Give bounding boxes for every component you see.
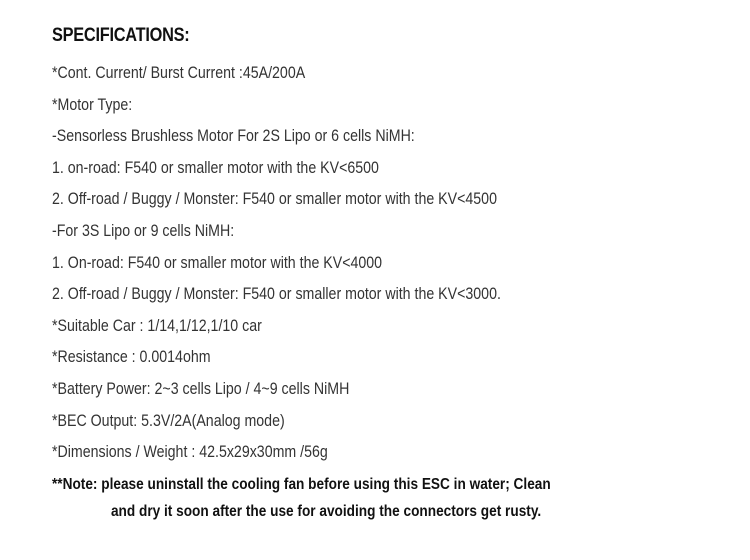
spec-line-battery-power: *Battery Power: 2~3 cells Lipo / 4~9 cells NiMH (52, 379, 350, 398)
spec-line-2s-heading: -Sensorless Brushless Motor For 2S Lipo or 6 cells NiMH: (52, 127, 415, 146)
spec-line-3s-onroad: 1. On-road: F540 or smaller motor with the KV<4000 (52, 253, 383, 272)
spec-line-bec-output: *BEC Output: 5.3V/2A(Analog mode) (52, 411, 285, 430)
usage-note-line-1: **Note: please uninstall the cooling fan before using this ESC in water; Clean (52, 476, 551, 493)
spec-line-3s-offroad: 2. Off-road / Buggy / Monster: F540 or smaller motor with the KV<3000. (52, 285, 501, 304)
spec-line-dimensions-weight: *Dimensions / Weight : 42.5x29x30mm /56g (52, 443, 328, 462)
spec-line-2s-offroad: 2. Off-road / Buggy / Monster: F540 or smaller motor with the KV<4500 (52, 190, 497, 209)
spec-line-cont-current: *Cont. Current/ Burst Current :45A/200A (52, 64, 306, 82)
spec-line-suitable-car: *Suitable Car : 1/14,1/12,1/10 car (52, 316, 262, 335)
spec-line-motor-type: *Motor Type: (52, 95, 133, 114)
spec-list (52, 60, 574, 471)
spec-line-3s-heading: -For 3S Lipo or 9 cells NiMH: (52, 221, 235, 240)
specifications-heading: SPECIFICATIONS: (52, 25, 190, 46)
usage-note-line-2: and dry it soon after the use for avoiding the connectors get rusty. (110, 503, 542, 520)
spec-line-resistance: *Resistance : 0.0014ohm (52, 348, 211, 367)
spec-line-2s-onroad: 1. on-road: F540 or smaller motor with the KV<6500 (52, 158, 379, 177)
usage-note (52, 474, 551, 528)
